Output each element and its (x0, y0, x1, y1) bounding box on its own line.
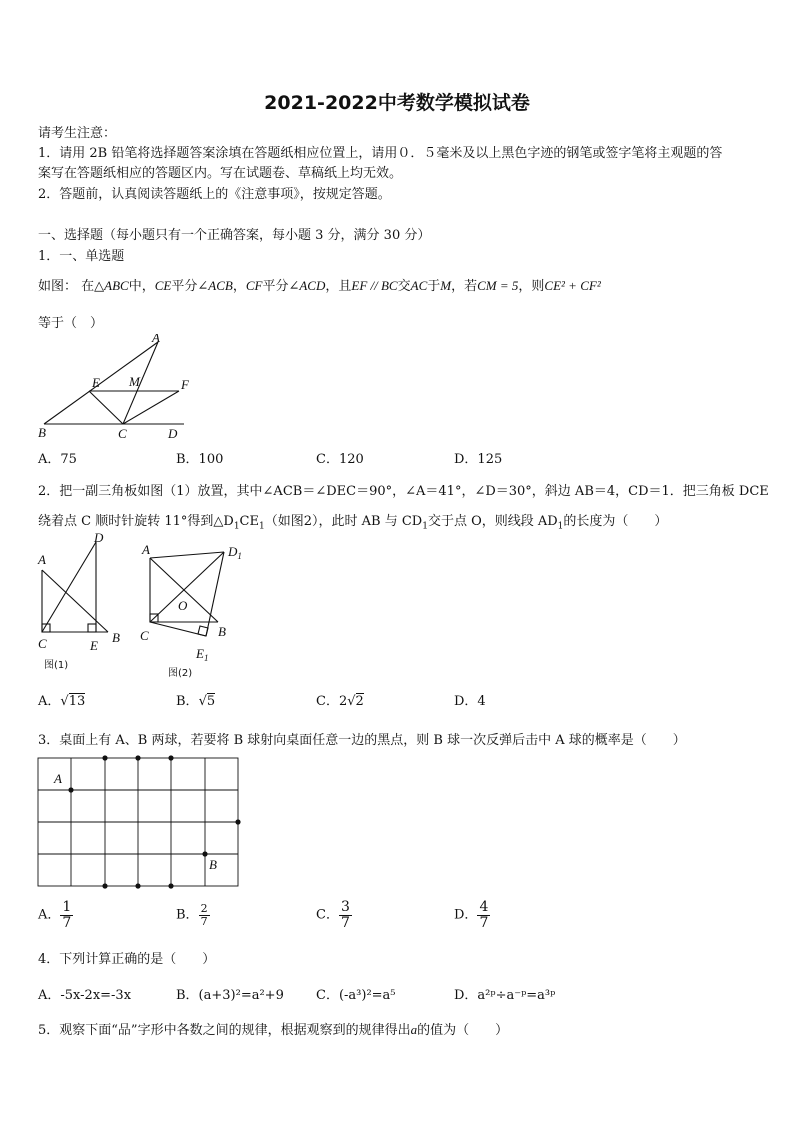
q2-fig1-label-c: C (38, 636, 47, 651)
q1-label-m: M (129, 374, 140, 389)
q3-dot[interactable] (135, 883, 140, 888)
q2-text: （如图2），此时 AB 与 CD (264, 514, 423, 529)
q3-option-c-label: C． (316, 907, 339, 923)
q1-stem (38, 275, 601, 294)
q3-grid-figure (36, 754, 248, 890)
q1-stem-line-2: 等于（ ） (38, 316, 104, 331)
denominator: 7 (62, 914, 72, 931)
q4-option-b[interactable]: B．(a+3)²=a²+9 (176, 988, 284, 1003)
q2-fig2-caption: 图(2) (168, 668, 193, 679)
q2-subscript: 1 (258, 521, 265, 532)
notice-heading: 请考生注意： (38, 126, 117, 141)
q4-option-c[interactable]: C．(-a³)²=a⁵ (316, 988, 396, 1003)
q2-subscript: 1 (233, 521, 240, 532)
q1-ac: AC (410, 278, 428, 293)
q1-option-d[interactable]: D．125 (454, 452, 503, 467)
q3-option-c[interactable] (316, 900, 352, 930)
q3-dot[interactable] (102, 755, 107, 760)
q1-text: ，且 (325, 279, 352, 294)
q2-fig1-label-b: B (112, 630, 120, 645)
q3-option-a[interactable] (38, 900, 73, 930)
q5-text: 的值为（ ） (417, 1023, 509, 1038)
numerator: 3 (340, 899, 350, 915)
q2-option-c-coefficient: 2 (338, 694, 348, 709)
q2-option-d[interactable]: D．4 (454, 694, 486, 709)
q3-ball-b (202, 851, 207, 856)
q3-option-c-fraction (339, 900, 352, 930)
q1-ce: CE (154, 278, 172, 293)
q2-text: CE (239, 514, 259, 529)
q4-stem: 4．下列计算正确的是（ ） (38, 952, 216, 967)
q1-option-a[interactable]: A．75 (38, 452, 77, 467)
q1-text: 中， (128, 279, 155, 294)
q1-text: ， (232, 279, 246, 294)
q2-option-a[interactable] (38, 690, 85, 709)
denominator: 7 (340, 914, 350, 931)
q2-stem-line-1: 2．把一副三角板如图（1）放置，其中∠ACB＝∠DEC＝90°，∠A＝41°，∠D＝30°，斜边 AB＝4，CD＝1．把三角板 DCE (38, 484, 769, 499)
notice-item-2: 2．答题前，认真阅读答题纸上的《注意事项》，按规定答题。 (38, 187, 391, 202)
q3-option-b[interactable] (176, 903, 210, 927)
notice-item-1-line-2: 案写在答题纸相应的答题区内。写在试题卷、草稿纸上均无效。 (38, 166, 403, 181)
q2-fig2-d-sub: 1 (237, 551, 242, 561)
q2-option-b-label: B． (176, 694, 199, 709)
q1-angle-acb: ∠ACB (197, 278, 233, 293)
q1-text: 交 (397, 279, 411, 294)
q2-text: 的长度为（ ） (563, 514, 668, 529)
section-heading: 一、选择题（每小题只有一个正确答案，每小题 3 分，满分 30 分） (38, 228, 431, 243)
q2-fig2-e-letter: E (196, 646, 204, 661)
q1-angle-acd: ∠ACD (288, 278, 326, 293)
q1-label-f: F (181, 377, 189, 392)
q1-parallel: EF // BC (351, 278, 398, 293)
q2-option-a-radicand: 13 (68, 694, 86, 709)
q1-text: ，则 (518, 279, 545, 294)
q2-fig2-label-a: A (142, 542, 150, 557)
q1-label-c: C (118, 426, 127, 441)
q3-ball-a (68, 787, 73, 792)
sqrt-icon: √ (60, 694, 69, 709)
q2-fig1-label-a: A (38, 552, 46, 567)
q2-fig1-label-d: D (94, 530, 104, 545)
q1-figure (34, 334, 204, 444)
q1-cm: CM = 5 (477, 278, 519, 293)
q5-variable: a (410, 1022, 418, 1037)
q4-option-d[interactable]: D．a²ᵖ÷a⁻ᵖ=a³ᵖ (454, 988, 556, 1003)
numerator: 1 (62, 899, 72, 915)
q1-triangle: △ABC (94, 278, 129, 293)
q2-option-c[interactable] (316, 690, 364, 709)
q2-figure-2 (138, 538, 254, 680)
q2-stem-line-2 (38, 510, 667, 532)
q1-expression: CE² + CF² (544, 278, 601, 293)
q2-fig2-label-b: B (218, 624, 226, 639)
q1-text: ，若 (451, 279, 478, 294)
q3-option-d-label: D． (454, 907, 478, 923)
q2-fig2-label-d1 (227, 544, 242, 561)
numerator: 2 (200, 902, 208, 915)
q2-fig1-label-e: E (90, 638, 98, 653)
numerator: 4 (479, 899, 489, 915)
q2-option-c-radicand: 2 (355, 694, 364, 709)
q4-option-a[interactable]: A．-5x-2x=-3x (38, 988, 132, 1003)
q2-option-c-label: C． (316, 694, 339, 709)
q3-option-a-fraction (60, 900, 73, 930)
q1-label-d: D (168, 426, 178, 441)
denominator: 7 (479, 914, 489, 931)
section-subheading: 1．一、单选题 (38, 249, 125, 264)
q2-fig2-label-c: C (140, 628, 149, 643)
q1-option-c[interactable]: C．120 (316, 452, 364, 467)
q1-text: 平分 (262, 279, 289, 294)
q2-option-b[interactable] (176, 690, 215, 709)
q1-cf: CF (245, 278, 263, 293)
q3-option-d-fraction (477, 900, 490, 930)
q3-dot[interactable] (168, 755, 173, 760)
q2-figure-1 (34, 530, 134, 676)
q5-stem (38, 1019, 508, 1038)
sqrt-icon: √ (347, 694, 356, 709)
q3-dot[interactable] (135, 755, 140, 760)
q2-text: 绕着点 C 顺时针旋转 11°得到△D (38, 514, 234, 529)
q1-label-e: E (92, 375, 100, 390)
q3-dot[interactable] (235, 819, 240, 824)
notice-item-1-line-1: 1．请用 2B 铅笔将选择题答案涂填在答题纸相应位置上，请用０．５毫米及以上黑色字迹的钢笔或签字笔将主观题的答 (38, 146, 723, 161)
q2-fig2-d-letter: D (228, 544, 238, 559)
q1-m: M (440, 278, 452, 293)
q1-text: 平分 (171, 279, 198, 294)
q2-subscript: 1 (422, 521, 428, 532)
q3-dot[interactable] (102, 883, 107, 888)
q3-label-a: A (54, 771, 62, 786)
q2-option-a-label: A． (38, 694, 61, 709)
q2-fig1-caption: 图(1) (44, 660, 69, 671)
q3-dot[interactable] (168, 883, 173, 888)
denominator: 7 (200, 914, 208, 928)
q1-text: 如图： 在 (38, 279, 95, 294)
q3-stem: 3．桌面上有 A、B 两球，若要将 B 球射向桌面任意一边的黑点，则 B 球一次反弹后击中 A 球的概率是（ ） (38, 733, 686, 748)
q2-option-b-radicand: 5 (206, 694, 216, 709)
q3-option-b-fraction (199, 903, 210, 927)
page-title: 2021-2022中考数学模拟试卷 (264, 92, 530, 114)
q5-text: 5．观察下面“品”字形中各数之间的规律，根据观察到的规律得出 (38, 1023, 411, 1038)
q3-option-b-label: B． (176, 907, 199, 923)
q3-option-a-label: A． (38, 907, 61, 923)
q2-text: 交于点 O，则线段 AD (427, 514, 558, 529)
q1-option-b[interactable]: B．100 (176, 452, 224, 467)
q3-label-b: B (209, 857, 217, 872)
q2-fig2-e-sub: 1 (203, 653, 209, 663)
q2-subscript: 1 (557, 521, 564, 532)
q1-label-b: B (38, 425, 46, 440)
q3-option-d[interactable] (454, 900, 490, 930)
q2-fig2-label-e1 (195, 646, 208, 663)
q1-label-a: A (152, 334, 160, 345)
q1-line-ec (89, 391, 123, 424)
q1-line-cf (123, 391, 179, 424)
sqrt-icon: √ (198, 694, 207, 709)
q2-fig2-label-o: O (178, 598, 188, 613)
q1-text: 于 (427, 279, 441, 294)
